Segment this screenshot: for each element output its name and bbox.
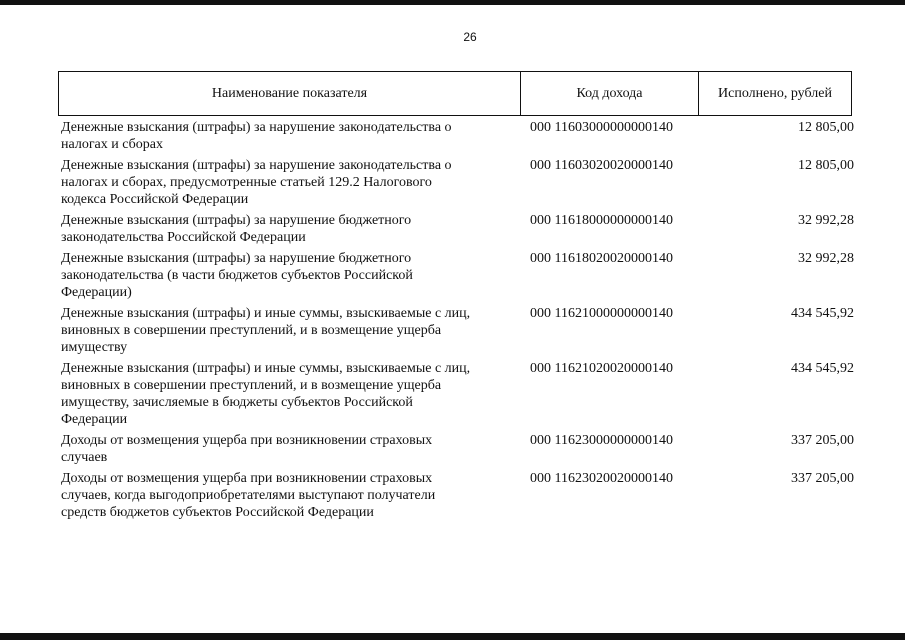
indicator-name-line: случаев (61, 450, 108, 465)
executed-amount: 337 205,00 (791, 433, 854, 448)
indicator-name (58, 360, 520, 428)
indicator-name-line: Денежные взыскания (штрафы) и иные суммы, взыскиваемые с лиц, (61, 361, 471, 376)
indicator-name-line: Денежные взыскания (штрафы) за нарушение законодательства о (61, 158, 452, 173)
indicator-name-line: Доходы от возмещения ущерба при возникновении страховых (61, 471, 433, 486)
indicator-name (58, 157, 520, 208)
indicator-name-line: Федерации (61, 412, 128, 427)
indicator-name (58, 250, 520, 301)
indicator-name-line: имуществу (61, 340, 128, 355)
table-row (58, 250, 854, 301)
indicator-name (58, 470, 520, 521)
scan-bottom-edge (0, 633, 905, 640)
table-row (58, 119, 854, 153)
table-row (58, 212, 854, 246)
page-number: 26 (463, 30, 477, 44)
column-header-name: Наименование показателя (59, 72, 521, 115)
indicator-name-line: налогах и сборах, предусмотренные статьей 129.2 Налогового (61, 175, 432, 190)
table-row (58, 470, 854, 521)
table-header (58, 71, 852, 116)
executed-amount: 337 205,00 (791, 471, 854, 486)
indicator-name-line: виновных в совершении преступлений, и в возмещение ущерба (61, 323, 442, 338)
executed-amount: 32 992,28 (798, 251, 854, 266)
income-code: 000 11618000000000140 (530, 213, 673, 228)
indicator-name-line: Денежные взыскания (штрафы) за нарушение законодательства о (61, 120, 452, 135)
table-row (58, 360, 854, 428)
indicator-name (58, 432, 520, 466)
indicator-name-line: Денежные взыскания (штрафы) за нарушение бюджетного (61, 251, 412, 266)
indicator-name-line: Денежные взыскания (штрафы) и иные суммы, взыскиваемые с лиц, (61, 306, 471, 321)
income-code: 000 11623000000000140 (530, 433, 673, 448)
indicator-name-line: Денежные взыскания (штрафы) за нарушение бюджетного (61, 213, 412, 228)
executed-amount: 434 545,92 (791, 306, 854, 321)
income-code: 000 11621000000000140 (530, 306, 673, 321)
executed-amount: 12 805,00 (798, 158, 854, 173)
table-row (58, 157, 854, 208)
indicator-name-line: Доходы от возмещения ущерба при возникновении страховых (61, 433, 433, 448)
indicator-name (58, 212, 520, 246)
indicator-name-line: случаев, когда выгодоприобретателями выступают получатели (61, 488, 436, 503)
income-code: 000 11623020020000140 (530, 471, 673, 486)
indicator-name (58, 305, 520, 356)
income-code: 000 11603000000000140 (530, 120, 673, 135)
scan-top-edge (0, 0, 905, 5)
indicator-name-line: кодекса Российской Федерации (61, 192, 249, 207)
indicator-name-line: налогах и сборах (61, 137, 163, 152)
executed-amount: 32 992,28 (798, 213, 854, 228)
executed-amount: 434 545,92 (791, 361, 854, 376)
indicator-name-line: средств бюджетов субъектов Российской Федерации (61, 505, 374, 520)
income-code: 000 11618020020000140 (530, 251, 673, 266)
indicator-name-line: Федерации) (61, 285, 132, 300)
table-body (58, 119, 854, 525)
indicator-name-line: законодательства Российской Федерации (61, 230, 306, 245)
indicator-name-line: имуществу, зачисляемые в бюджеты субъектов Российской (61, 395, 413, 410)
indicator-name-line: законодательства (в части бюджетов субъектов Российской (61, 268, 413, 283)
table-row (58, 432, 854, 466)
column-header-amount: Исполнено, рублей (718, 85, 832, 101)
income-code: 000 11621020020000140 (530, 361, 673, 376)
indicator-name (58, 119, 520, 153)
table-row (58, 305, 854, 356)
income-code: 000 11603020020000140 (530, 158, 673, 173)
indicator-name-line: виновных в совершении преступлений, и в возмещение ущерба (61, 378, 442, 393)
executed-amount: 12 805,00 (798, 120, 854, 135)
column-header-code: Код дохода (521, 72, 699, 115)
